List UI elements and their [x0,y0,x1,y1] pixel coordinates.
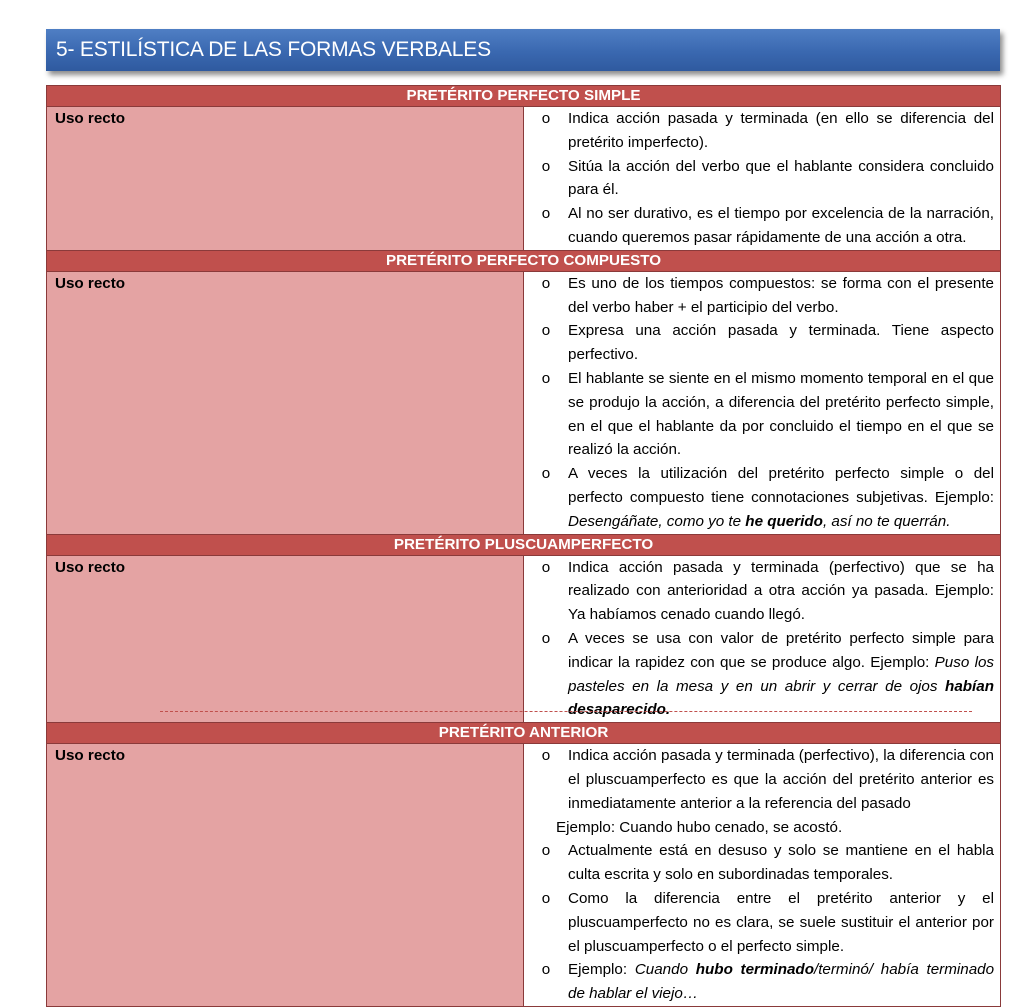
bullet-icon: o [541,889,551,907]
section-row [47,271,1001,534]
list-item: o Es uno de los tiempos compuestos: se forma con el presente del verbo haber + el participio del verbo. [524,272,994,320]
bullet-icon: o [541,110,551,127]
bullet-icon: o [541,322,551,340]
list-item: o El hablante se siente en el mismo momento temporal en el que se produjo la acción, a diferencia del pretérito perfecto simple, en el que el hablante da por concluido el tiempo en el que se realizó la acción. [524,367,994,462]
bullet-icon: o [541,274,551,292]
section-header: PRETÉRITO ANTERIOR [47,723,1001,744]
section-header-row [47,86,1001,107]
bullet-icon: o [541,961,551,979]
section-row [47,555,1001,723]
row-content [524,107,1001,251]
bullet-icon: o [541,629,551,647]
row-label: Uso recto [47,744,524,1007]
bullet-icon: o [541,747,551,765]
section-header-row [47,723,1001,744]
bullet-icon: o [541,205,551,223]
row-label: Uso recto [47,271,524,534]
section-row [47,107,1001,251]
section-header: PRETÉRITO PERFECTO SIMPLE [47,86,1001,107]
row-label: Uso recto [47,555,524,723]
list-item: o Como la diferencia entre el pretérito anterior y el pluscuamperfecto no es clara, se suele sustituir el anterior por el pluscuamperfecto o el perfecto simple. [524,887,994,958]
verb-forms-table [46,85,1001,1007]
row-content [524,744,1001,1007]
list-item: o Sitúa la acción del verbo que el hablante considera concluido para él. [524,155,994,203]
bullet-icon: o [541,842,551,860]
section-header-row [47,250,1001,271]
section-header: PRETÉRITO PLUSCUAMPERFECTO [47,534,1001,555]
list-item: o Al no ser durativo, es el tiempo por excelencia de la narración, cuando queremos pasar rápidamente de una acción a otra. [524,202,994,250]
bullet-icon: o [541,369,551,387]
dashed-divider [160,711,972,712]
bullet-icon: o [541,558,551,576]
section-row [47,744,1001,1007]
row-content [524,555,1001,723]
bullet-icon: o [541,465,551,483]
slide-title-bar [46,29,1000,71]
list-item: o Expresa una acción pasada y terminada. Tiene aspecto perfectivo. [524,319,994,367]
list-item: o Indica acción pasada y terminada (perfectivo), la diferencia con el pluscuamperfecto es que la acción del pretérito anterior es inmediatamente anterior a la referencia del pasado [524,744,994,815]
bullet-icon: o [541,157,551,175]
list-item: o A veces la utilización del pretérito perfecto simple o del perfecto compuesto tiene connotaciones subjetivas. Ejemplo: Desengáñate, como yo te he querido, así no te querrán. [524,462,994,533]
list-item: o A veces se usa con valor de pretérito perfecto simple para indicar la rapidez con que se produce algo. Ejemplo: Puso los pasteles en la mesa y en un abrir y cerrar de ojos habían desaparecido. [524,627,994,722]
row-content [524,271,1001,534]
example-line: Ejemplo: Cuando hubo cenado, se acostó. [556,818,843,836]
list-item: o Actualmente está en desuso y solo se mantiene en el habla culta escrita y solo en subordinadas temporales. [524,839,994,887]
list-item: o Indica acción pasada y terminada (en ello se diferencia del pretérito imperfecto). [524,107,994,155]
section-header-row [47,534,1001,555]
list-item: o Indica acción pasada y terminada (perfectivo) que se ha realizado con anterioridad a otra acción ya pasada. Ejemplo: Ya habíamos cenado cuando llegó. [524,556,994,627]
list-item: o Ejemplo: Cuando hubo terminado/terminó/ había terminado de hablar el viejo… [524,958,994,1006]
slide-title: 5- ESTILÍSTICA DE LAS FORMAS VERBALES [56,38,491,61]
section-header: PRETÉRITO PERFECTO COMPUESTO [47,250,1001,271]
row-label: Uso recto [47,107,524,251]
